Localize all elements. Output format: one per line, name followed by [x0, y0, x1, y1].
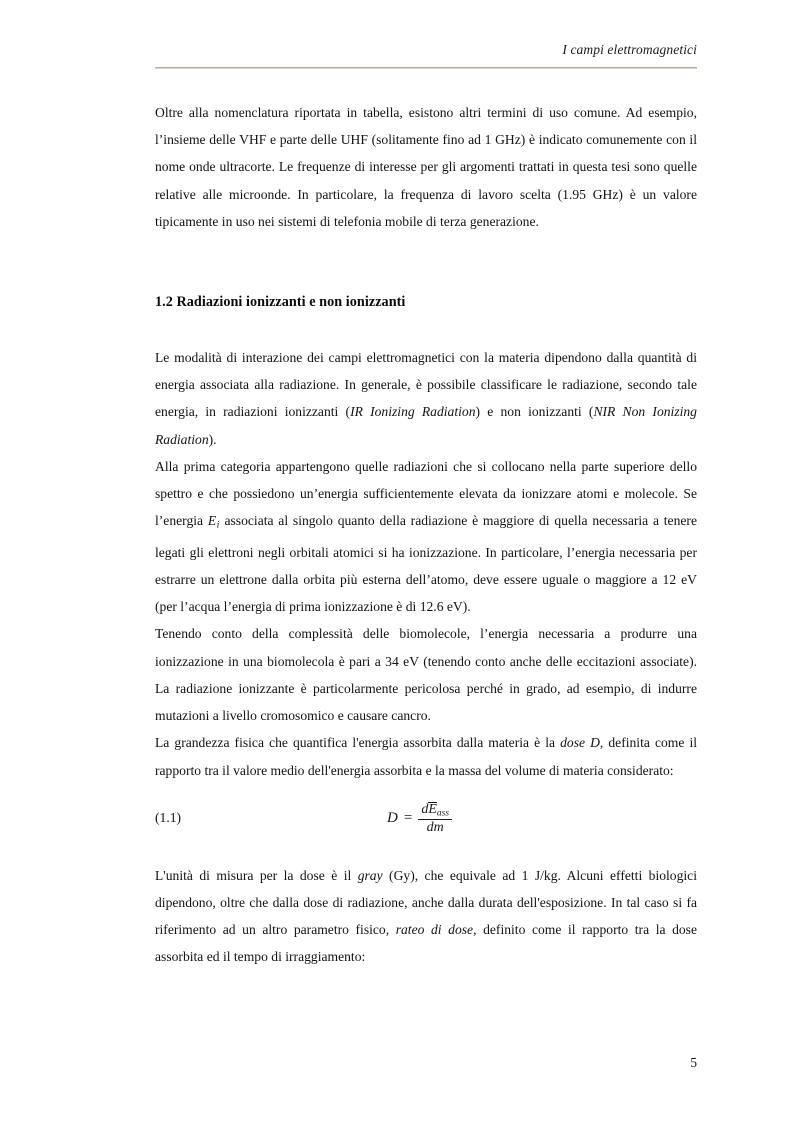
paragraph-6-text-mid: (Gy), che equivale ad 1 J/kg. Alcuni effetti biologici dipendono, oltre che dalla dose di radiazione, anche dalla durata dell'esposizione. In tal caso si fa riferimento ad un altro parametro fisico,	[155, 867, 697, 938]
paragraph-nomenclatura: Oltre alla nomenclatura riportata in tabella, esistono altri termini di uso comune. Ad esempio, l’insieme delle VHF e parte delle UHF (solitamente fino ad 1 GHz) è indicato comunemente con il nome onde ultracorte. Le frequenze di interesse per gli argomenti trattati in questa tesi sono quelle relative alle microonde. In particolare, la frequenza di lavoro scelta (1.95 GHz) è un valore tipicamente in uso nei sistemi di telefonia mobile di terza generazione.	[155, 105, 697, 229]
inline-math-energy-ei	[207, 513, 220, 531]
spacer-after-heading	[155, 312, 697, 344]
paragraph-prima-categoria	[155, 453, 697, 621]
paragraph-unita-misura-gray	[155, 862, 697, 971]
paragraph-3-text-tail: associata al singolo quanto della radiazione è maggiore di quella necessaria a tenere legati gli elettroni negli orbitali atomici si ha ionizzazione. In particolare, l’energia necessaria per estrarre un elettrone dalla orbita più esterna dell’atomo, deve essere uguale o maggiore a 12 eV (per l’acqua l’energia di prima ionizzazione è di 12.6 eV).	[155, 513, 697, 615]
paragraph-5-text-tail: , definita come il rapporto tra il valore medio dell'energia assorbita e la massa del volume di materia considerato:	[155, 735, 698, 778]
header-divider-rule	[155, 67, 697, 69]
term-gray: gray	[357, 867, 383, 883]
equation-equals-sign: =	[403, 810, 413, 827]
paragraph-3-text-lead: Alla prima categoria appartengono quelle radiazioni che si collocano nella parte superiore dello spettro e che possiedono un’energia sufficientemente elevata da ionizzare atomi e molecole. Se l’energia	[155, 458, 697, 529]
spacer-before-heading	[155, 235, 697, 292]
numerator-variable-E-overbar: E	[428, 801, 437, 817]
paragraph-biomolecole: Tenendo conto della complessità delle biomolecole, l’energia necessaria a produrre una ionizzazione in una biomolecola è pari a 34 eV (tenendo conto anche delle eccitazioni associate). La radiazione ionizzante è particolarmente pericolosa perché in grado, ad esempio, di indurre mutazioni a livello cromosomico e causare cancro.	[155, 626, 697, 724]
equation-denominator: dm	[426, 819, 444, 835]
page-header	[155, 42, 697, 69]
document-body	[155, 99, 697, 971]
header-title: I campi elettromagnetici	[562, 42, 697, 57]
equation-number-1-1: (1.1)	[155, 809, 182, 825]
numerator-differential-d: d	[421, 801, 429, 817]
numerator-subscript-ass: ass	[436, 807, 450, 818]
term-ir-ionizing-radiation: IR Ionizing Radiation	[350, 404, 476, 420]
paragraph-6-text-lead: L'unità di misura per la dose è il	[155, 867, 358, 883]
math-variable-E: E	[207, 513, 217, 529]
paragraph-modalita-interazione	[155, 344, 697, 453]
term-dose-d: dose D	[560, 735, 600, 751]
paragraph-2-text-tail: ).	[208, 431, 217, 447]
equation-lhs-D: D	[387, 810, 398, 827]
paragraph-5-text-lead: La grandezza fisica che quantifica l'energia assorbita dalla materia è la	[155, 735, 561, 751]
equation-expression	[387, 802, 452, 836]
paragraph-6-text-tail: , definito come il rapporto tra la dose assorbita ed il tempo di irraggiamento:	[155, 922, 698, 965]
equation-fraction	[418, 802, 452, 836]
math-subscript-i: i	[216, 519, 220, 531]
page-number: 5	[690, 1055, 697, 1070]
term-rateo-di-dose: rateo di dose	[395, 922, 474, 938]
equation-numerator	[418, 802, 452, 819]
paragraph-2-text-mid: ) e non ionizzanti (	[475, 404, 594, 420]
term-nir-non-ionizing-radiation: NIR Non Ionizing Radiation	[155, 404, 697, 447]
paragraph-dose-definizione	[155, 729, 697, 783]
section-heading-1-2: 1.2 Radiazioni ionizzanti e non ionizzanti	[155, 294, 406, 311]
equation-block-1-1	[155, 798, 697, 854]
paragraph-2-text-lead: Le modalità di interazione dei campi elettromagnetici con la materia dipendono dalla quantità di energia associata alla radiazione. In generale, è possibile classificare le radiazione, secondo tale energia, in radiazioni ionizzanti (	[155, 350, 697, 420]
